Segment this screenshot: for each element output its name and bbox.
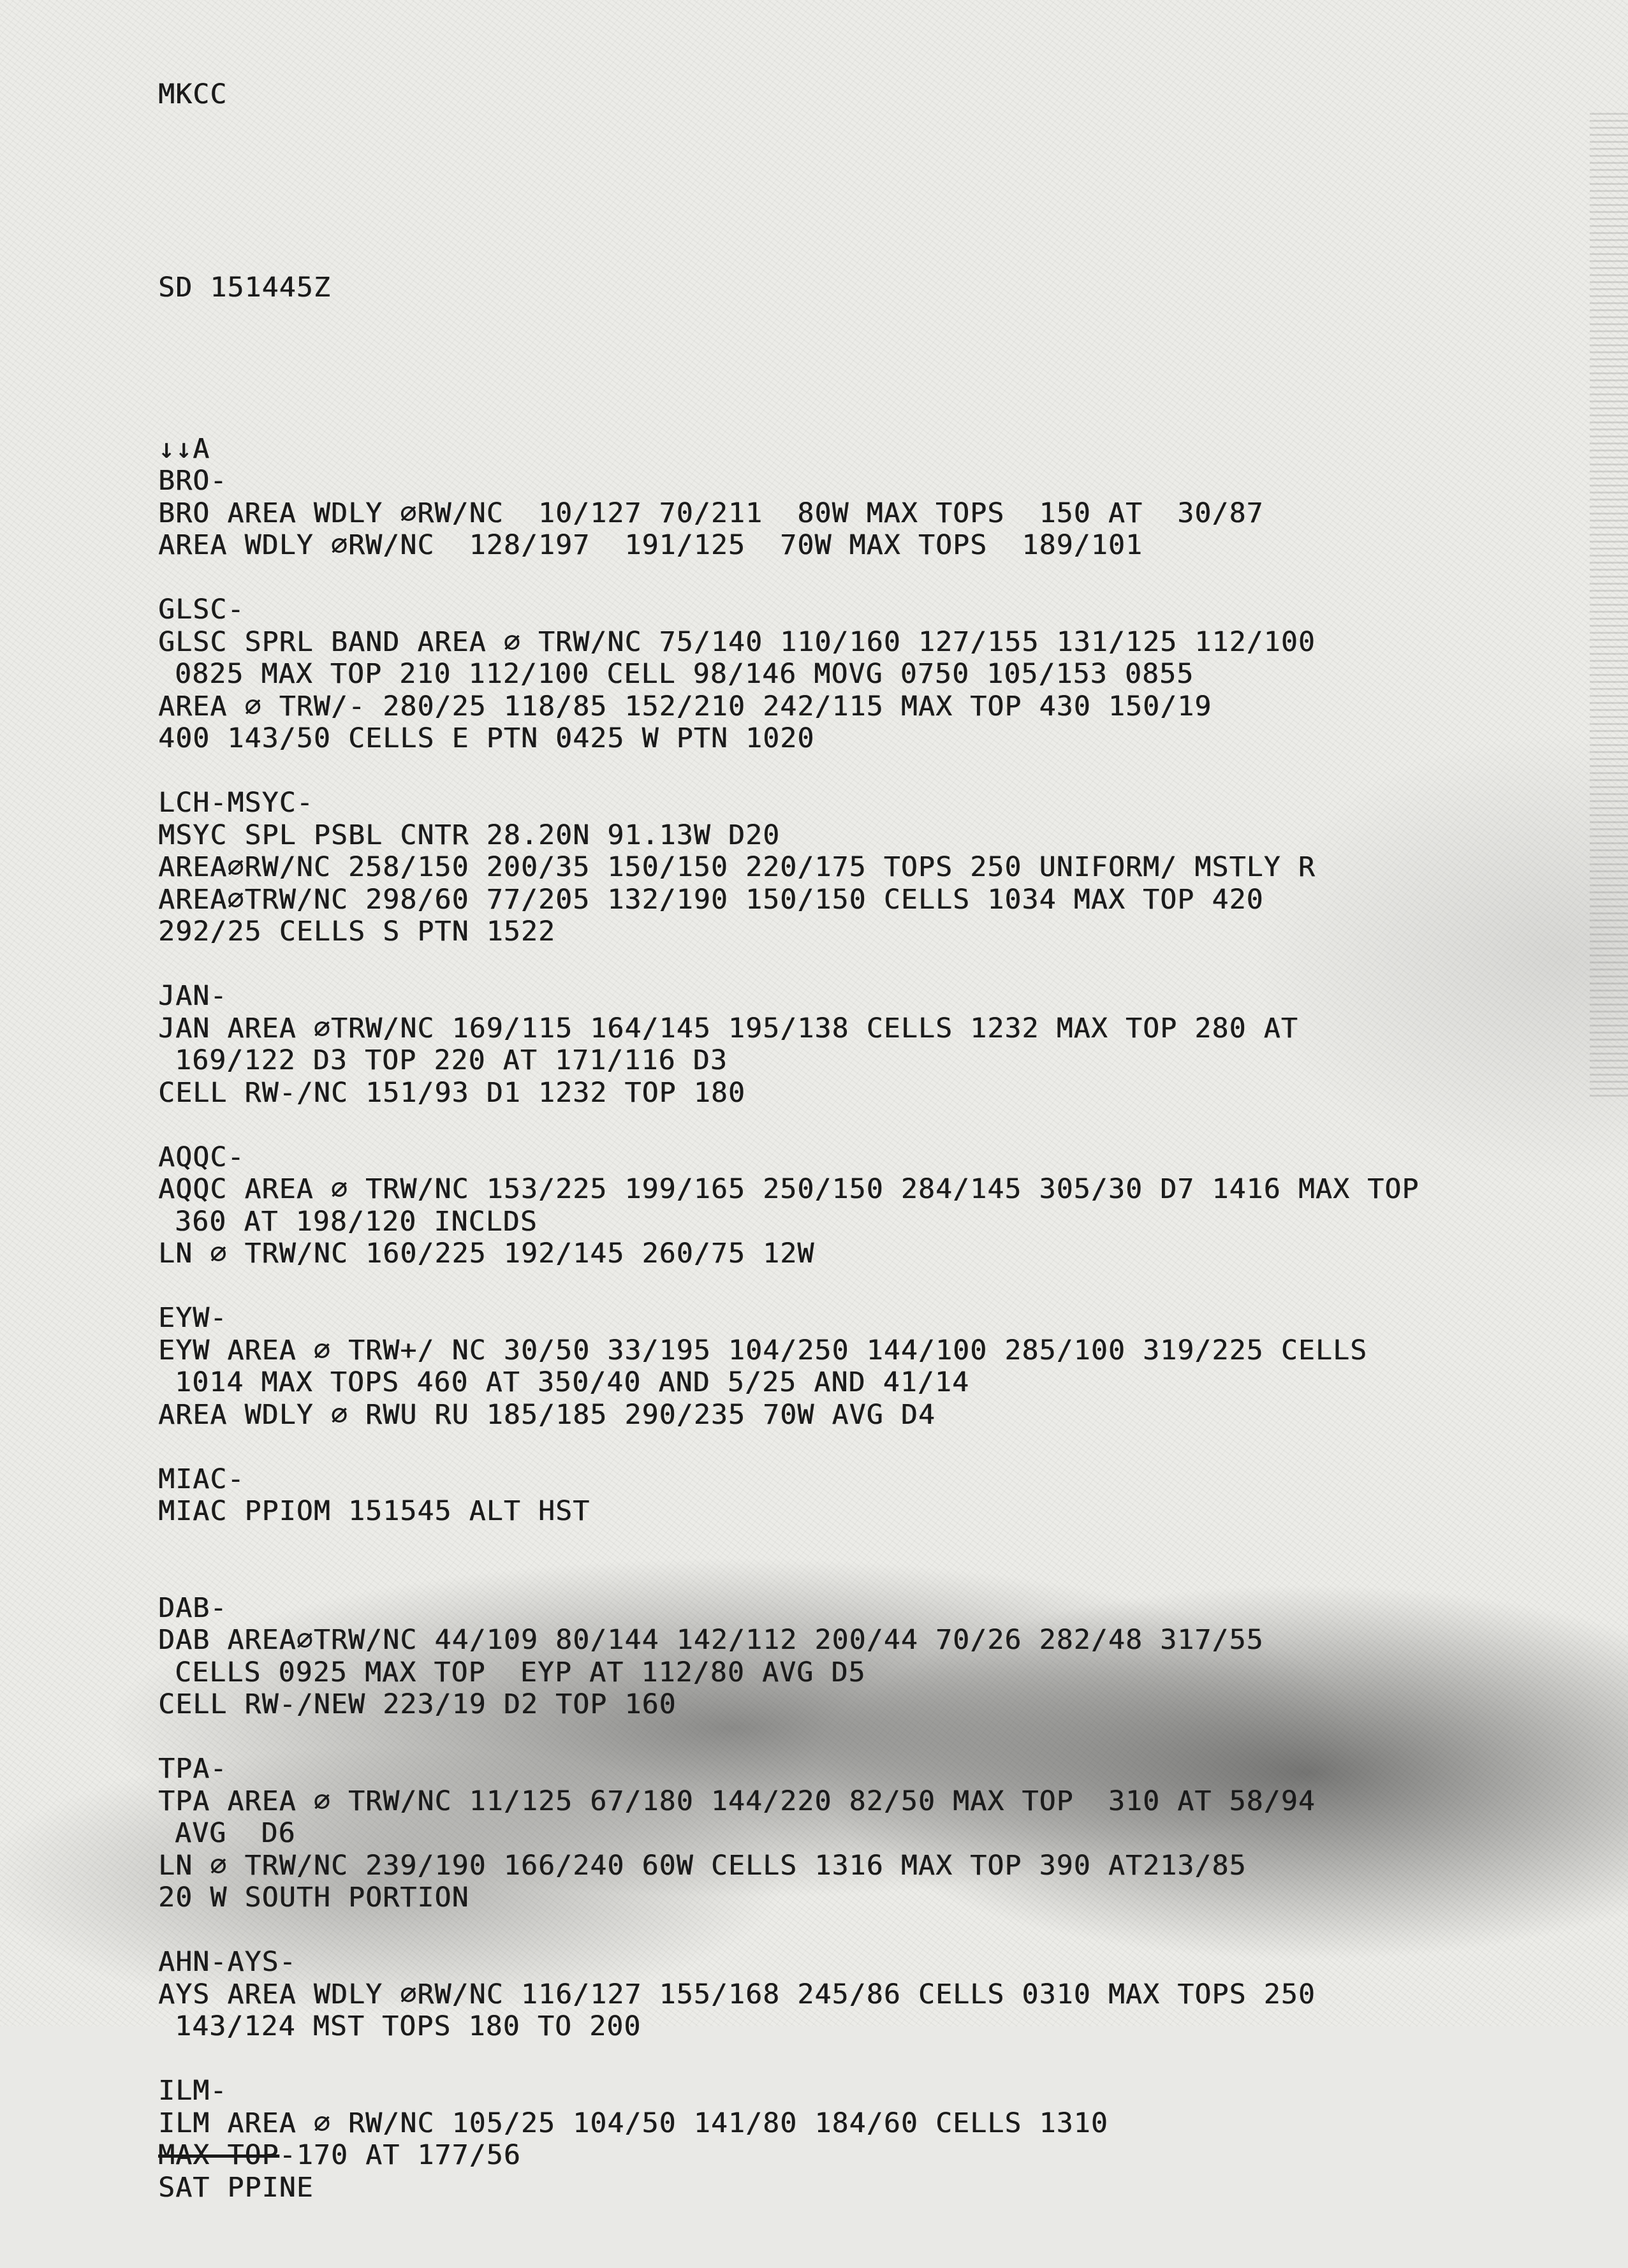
station-header: MKCC [158, 78, 228, 110]
report-line: BRO AREA WDLY ⌀RW/NC 10/127 70/211 80W MAX TOPS 150 AT 30/87 [158, 497, 1264, 529]
blank-line [158, 755, 1599, 787]
section-heading: AQQC- [158, 1141, 245, 1173]
report-line: DAB AREA⌀TRW/NC 44/109 80/144 142/112 200/44 70/26 282/48 317/55 [158, 1624, 1264, 1656]
blank-line [158, 369, 1599, 433]
section-part-a [158, 433, 1599, 562]
report-line: MIAC PPIOM 151545 ALT HST [158, 1495, 590, 1527]
section-heading: LCH-MSYC- [158, 787, 314, 819]
report-line: TPA AREA ⌀ TRW/NC 11/125 67/180 144/220 82/50 MAX TOP 310 AT 58/94 [158, 1785, 1316, 1817]
blank-line [158, 175, 1599, 208]
section-heading: ILM- [158, 2075, 228, 2107]
blank-line [158, 2043, 1599, 2075]
struck-text: MAX TOP [158, 2139, 279, 2171]
report-line: 0825 MAX TOP 210 112/100 CELL 98/146 MOVG 0750 105/153 0855 [175, 658, 1194, 690]
report-line: LN ⌀ TRW/NC 160/225 192/145 260/75 12W [158, 1238, 815, 1269]
report-line: 20 W SOUTH PORTION [158, 1882, 469, 1913]
section-dab [158, 1592, 1599, 1721]
report-line: BRO- [158, 465, 228, 497]
section-heading: ↓↓A [158, 432, 210, 465]
blank-line [158, 948, 1599, 981]
section-tpa [158, 1753, 1599, 1914]
report-sections [158, 369, 1599, 2204]
report-line: ILM AREA ⌀ RW/NC 105/25 104/50 141/80 184/60 CELLS 1310 [158, 2107, 1108, 2139]
report-line: CELLS 0925 MAX TOP EYP AT 112/80 AVG D5 [175, 1656, 866, 1688]
section-heading: EYW- [158, 1302, 228, 1334]
report-line: 169/122 D3 TOP 220 AT 171/116 D3 [175, 1044, 728, 1076]
blank-line [158, 1914, 1599, 1947]
section-lch-msyc [158, 787, 1599, 948]
report-line: EYW AREA ⌀ TRW+/ NC 30/50 33/195 104/250 144/100 285/100 319/225 CELLS [158, 1334, 1368, 1366]
section-glsc [158, 594, 1599, 755]
section-heading: JAN- [158, 980, 228, 1012]
report-line: 400 143/50 CELLS E PTN 0425 W PTN 1020 [158, 722, 815, 754]
report-line: AREA⌀TRW/NC 298/60 77/205 132/190 150/150 CELLS 1034 MAX TOP 420 [158, 883, 1264, 916]
report-line: SAT PPINE [158, 2171, 314, 2204]
section-heading: GLSC- [158, 594, 245, 626]
section-ilm [158, 2075, 1599, 2204]
report-line: AQQC AREA ⌀ TRW/NC 153/225 199/165 250/150 284/145 305/30 D7 1416 MAX TOP [158, 1173, 1419, 1205]
blank-line [158, 1721, 1599, 1753]
report-line: 1014 MAX TOPS 460 AT 350/40 AND 5/25 AND 41/14 [175, 1366, 970, 1398]
section-jan [158, 980, 1599, 1109]
report-line: AREA⌀RW/NC 258/150 200/35 150/150 220/175 TOPS 250 UNIFORM/ MSTLY R [158, 851, 1316, 883]
report-line: MSYC SPL PSBL CNTR 28.20N 91.13W D20 [158, 819, 781, 851]
report-line: JAN AREA ⌀TRW/NC 169/115 164/145 195/138 CELLS 1232 MAX TOP 280 AT [158, 1012, 1298, 1044]
report-line-text: -170 AT 177/56 [279, 2139, 521, 2171]
section-eyw [158, 1302, 1599, 1431]
section-miac [158, 1463, 1599, 1528]
report-line: 143/124 MST TOPS 180 TO 200 [175, 2010, 642, 2042]
section-heading: DAB- [158, 1591, 228, 1624]
report-line: AREA ⌀ TRW/- 280/25 118/85 152/210 242/115 MAX TOP 430 150/19 [158, 690, 1212, 722]
report-line: CELL RW-/NEW 223/19 D2 TOP 160 [158, 1688, 677, 1720]
report-line: AVG D6 [175, 1817, 296, 1849]
blank-line [158, 1431, 1599, 1463]
report-line: AREA WDLY ⌀RW/NC 128/197 191/125 70W MAX TOPS 189/101 [158, 529, 1143, 561]
report-line: 292/25 CELLS S PTN 1522 [158, 916, 556, 947]
message-id: SD 151445Z [158, 272, 331, 304]
teletype-message [158, 14, 1599, 2268]
report-line: GLSC SPRL BAND AREA ⌀ TRW/NC 75/140 110/160 127/155 131/125 112/100 [158, 626, 1316, 658]
blank-line [158, 562, 1599, 594]
section-aqqc [158, 1141, 1599, 1270]
section-heading: MIAC- [158, 1463, 245, 1495]
blank-line [158, 1109, 1599, 1141]
section-heading: AHN-AYS- [158, 1946, 297, 1978]
section-heading: TPA- [158, 1753, 228, 1785]
section-ahn-ays [158, 1946, 1599, 2043]
report-line [158, 2139, 1599, 2172]
report-line: CELL RW-/NC 151/93 D1 1232 TOP 180 [158, 1076, 745, 1109]
report-line: 360 AT 198/120 INCLDS [175, 1205, 538, 1238]
blank-line [158, 1270, 1599, 1303]
report-line: LN ⌀ TRW/NC 239/190 166/240 60W CELLS 1316 MAX TOP 390 AT213/85 [158, 1849, 1247, 1882]
report-line: AREA WDLY ⌀ RWU RU 185/185 290/235 70W AVG D4 [158, 1398, 935, 1431]
blank-line [158, 1528, 1599, 1592]
report-line: AYS AREA WDLY ⌀RW/NC 116/127 155/168 245/86 CELLS 0310 MAX TOPS 250 [158, 1978, 1316, 2010]
